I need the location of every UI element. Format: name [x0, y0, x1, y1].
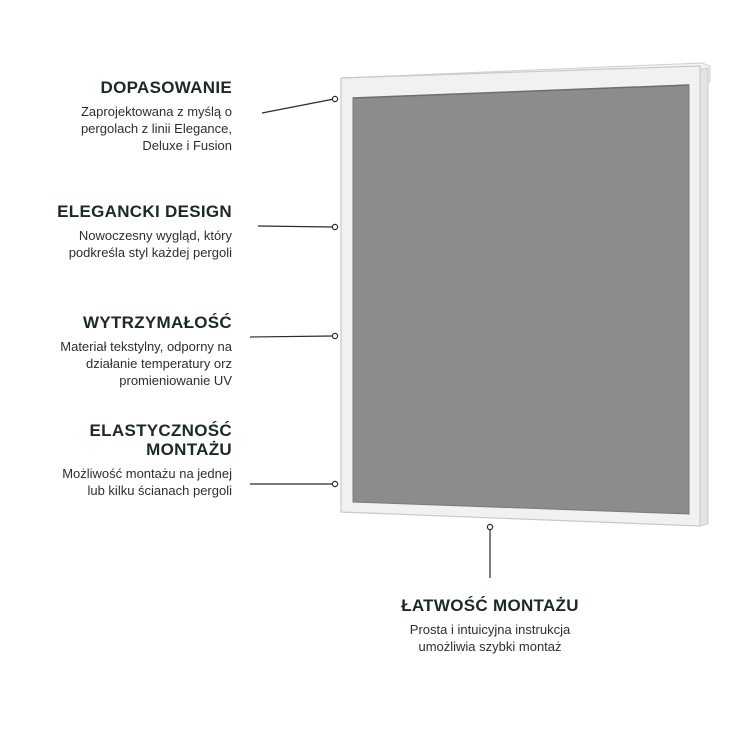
frame-side: [700, 68, 708, 526]
fabric-panel: [353, 85, 689, 514]
leader-line-2: [258, 226, 333, 227]
leader-dot-2: [332, 224, 337, 229]
feature-fit-title: DOPASOWANIE: [100, 78, 232, 97]
feature-durability-description: Materiał tekstylny, odporny na działanie temperatury orz promieniowanie UV: [60, 339, 232, 388]
feature-design-title: ELEGANCKI DESIGN: [57, 202, 232, 221]
feature-fit: [2, 78, 232, 154]
feature-design: [2, 202, 232, 261]
feature-easy-install-description: Prosta i intuicyjna instrukcja umożliwia szybki montaż: [409, 622, 571, 654]
feature-fit-description: Zaprojektowana z myślą o pergolach z linii Elegance, Deluxe i Fusion: [80, 104, 232, 153]
feature-easy-install: [340, 596, 640, 655]
feature-flexibility-description: Możliwość montażu na jednej lub kilku ścianach pergoli: [62, 466, 232, 498]
leader-dot-4: [332, 481, 337, 486]
feature-design-description: Nowoczesny wygląd, który podkreśla styl każdej pergoli: [68, 228, 232, 260]
leader-line-3: [250, 336, 333, 337]
leader-dot-5: [487, 524, 492, 529]
feature-durability: [2, 313, 232, 389]
feature-flexibility: [2, 421, 232, 499]
feature-easy-install-title: ŁATWOŚĆ MONTAŻU: [401, 596, 579, 615]
feature-flexibility-title: ELASTYCZNOŚĆ MONTAŻU: [89, 421, 232, 459]
leader-dot-1: [332, 96, 337, 101]
leader-dot-3: [332, 333, 337, 338]
feature-durability-title: WYTRZYMAŁOŚĆ: [82, 313, 232, 332]
leader-line-1: [262, 99, 334, 113]
